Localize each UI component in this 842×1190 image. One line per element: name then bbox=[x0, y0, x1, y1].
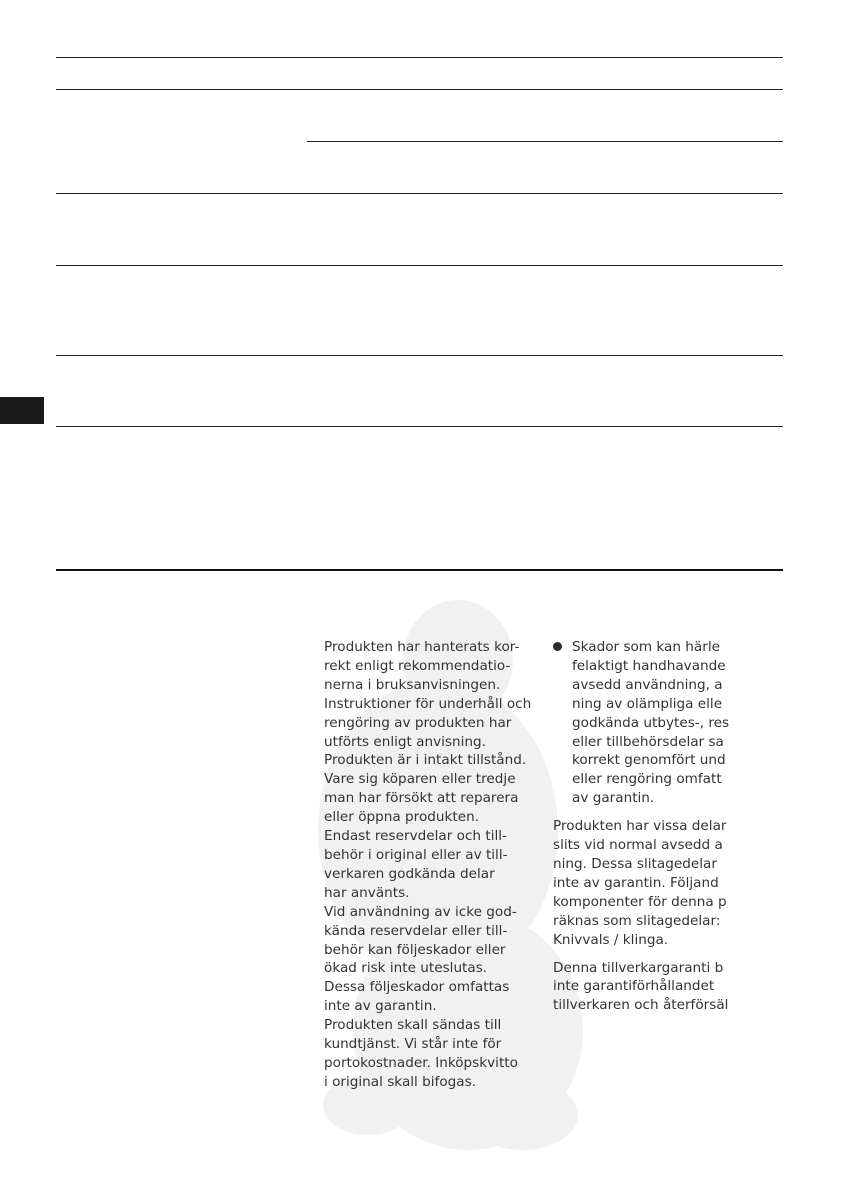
text-line: Knivvals / klinga. bbox=[553, 931, 669, 948]
text-line: av garantin. bbox=[572, 790, 655, 807]
text-line: rekt enligt rekommendatio- bbox=[324, 657, 511, 674]
text-line: komponenter för denna p bbox=[553, 893, 727, 910]
bullet-item bbox=[553, 638, 731, 808]
text-line: verkaren godkända delar bbox=[324, 865, 495, 882]
text-line: ökad risk inte uteslutas. bbox=[324, 960, 488, 977]
table-rule bbox=[307, 141, 783, 142]
text-line: ning. Dessa slitagedelar bbox=[553, 855, 717, 872]
warranty-conditions-column bbox=[324, 638, 531, 1092]
text-line: kända reservdelar eller till- bbox=[324, 922, 508, 939]
text-line: inte garantiförhållandet bbox=[553, 978, 715, 995]
text-line: portokostnader. Inköpskvitto bbox=[324, 1054, 518, 1071]
text-line: kundtjänst. Vi står inte för bbox=[324, 1036, 502, 1053]
text-line: Produkten är i intakt tillstånd. bbox=[324, 752, 527, 769]
text-line: Instruktioner för underhåll och bbox=[324, 695, 532, 712]
text-line: Dessa följeskador omfattas bbox=[324, 979, 510, 996]
table-rule bbox=[56, 355, 783, 356]
text-line: Produkten skall sändas till bbox=[324, 1017, 502, 1034]
text-line: räknas som slitagedelar: bbox=[553, 912, 721, 929]
text-line: eller öppna produkten. bbox=[324, 809, 480, 826]
text-line: inte av garantin. Följand bbox=[553, 874, 719, 891]
table-rule bbox=[56, 89, 783, 90]
text-line: rengöring av produkten har bbox=[324, 714, 512, 731]
text-line: Vare sig köparen eller tredje bbox=[324, 771, 516, 788]
table-rule bbox=[56, 426, 783, 427]
text-line: avsedd användning, a bbox=[572, 676, 723, 693]
text-line: tillverkaren och återförsäl bbox=[553, 997, 729, 1014]
text-line: utförts enligt anvisning. bbox=[324, 733, 486, 750]
text-line: eller tillbehörsdelar sa bbox=[572, 733, 724, 750]
text-line: felaktigt handhavande bbox=[572, 657, 726, 674]
text-line: korrekt genomfört und bbox=[572, 752, 726, 769]
wear-parts-paragraph bbox=[553, 817, 731, 949]
text-line: man har försökt att reparera bbox=[324, 790, 519, 807]
text-line: Denna tillverkargaranti b bbox=[553, 959, 724, 976]
text-line: eller rengöring omfatt bbox=[572, 771, 722, 788]
text-line: nerna i bruksanvisningen. bbox=[324, 676, 501, 693]
text-line: inte av garantin. bbox=[324, 998, 437, 1015]
text-line: Endast reservdelar och till- bbox=[324, 828, 507, 845]
language-tab-marker bbox=[0, 397, 44, 424]
text-line: slits vid normal avsedd a bbox=[553, 837, 723, 854]
text-line: Produkten har vissa delar bbox=[553, 818, 727, 835]
text-line: behör i original eller av till- bbox=[324, 846, 508, 863]
warranty-exclusions-column bbox=[553, 638, 731, 1015]
text-line: Produkten har hanterats kor- bbox=[324, 639, 520, 655]
text-line: godkända utbytes-, res bbox=[572, 714, 730, 731]
text-line: Skador som kan härle bbox=[572, 639, 720, 655]
manufacturer-warranty-paragraph bbox=[553, 959, 731, 1016]
bullet-icon bbox=[553, 642, 562, 651]
text-line: i original skall bifogas. bbox=[324, 1073, 477, 1090]
text-line: Vid användning av icke god- bbox=[324, 903, 517, 920]
text-line: behör kan följeskador eller bbox=[324, 941, 506, 958]
table-rule bbox=[56, 265, 783, 266]
text-line: har använts. bbox=[324, 884, 410, 901]
table-rule bbox=[56, 57, 783, 58]
section-rule bbox=[56, 569, 783, 571]
table-rule bbox=[56, 193, 783, 194]
text-line: ning av olämpliga elle bbox=[572, 695, 723, 712]
